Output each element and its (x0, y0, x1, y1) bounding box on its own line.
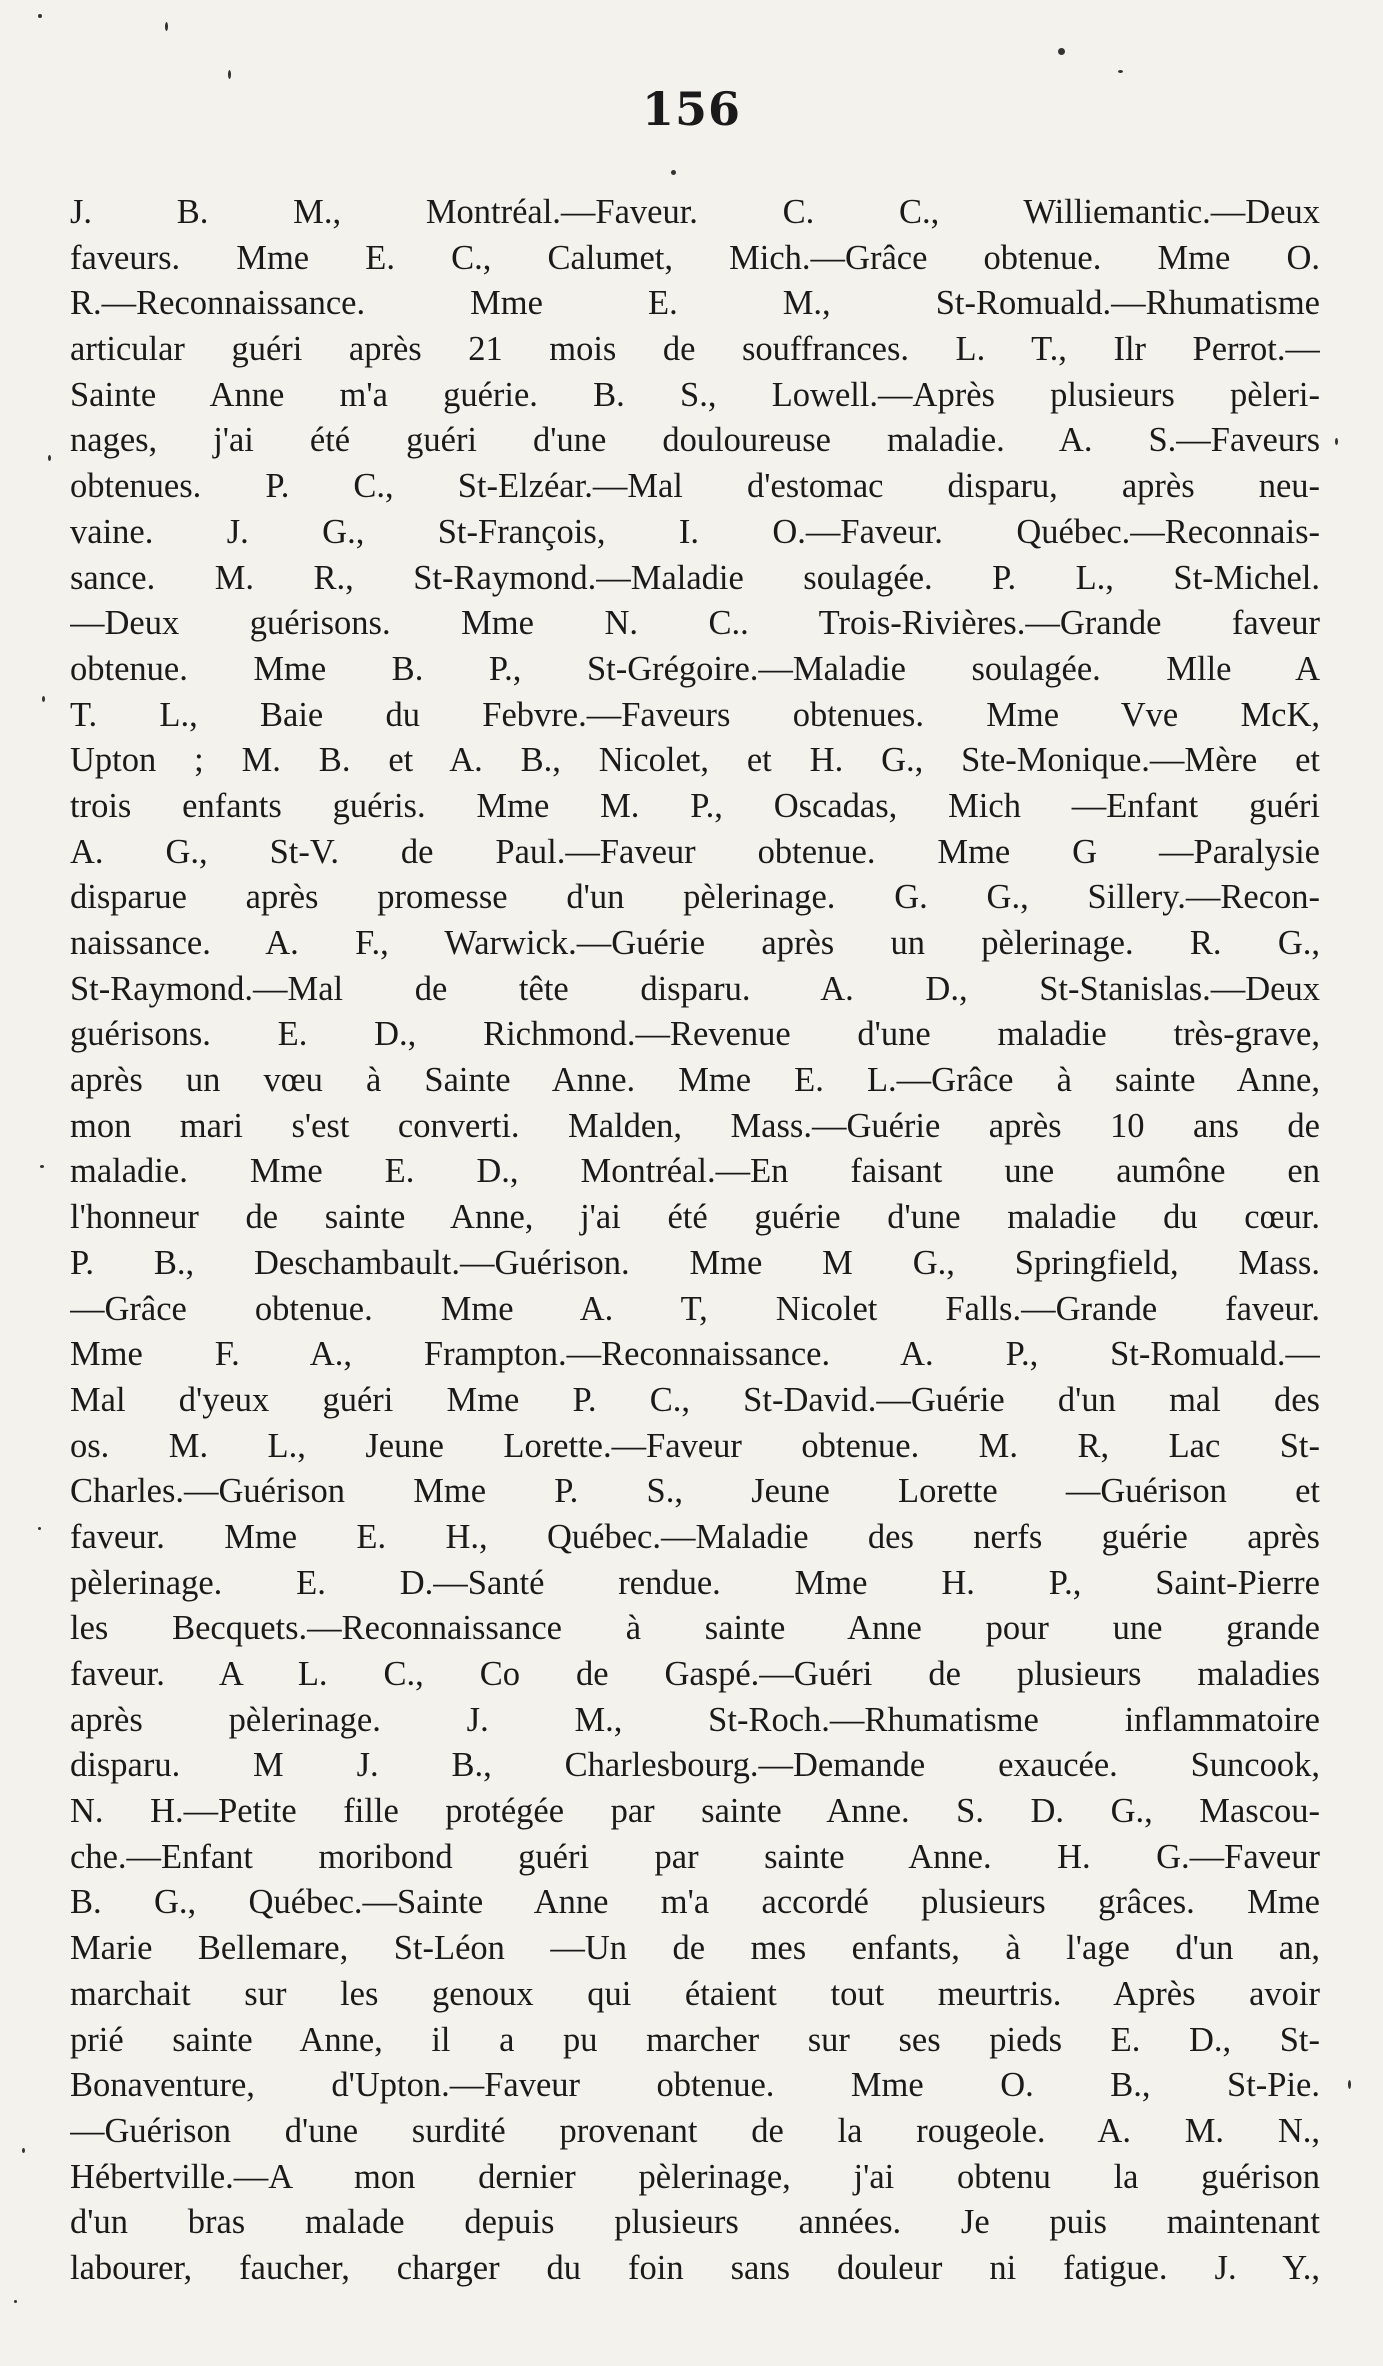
text-line: marchait sur les genoux qui étaient tout meurtris. Après avoir (70, 1974, 1320, 2013)
text-line: A. G., St-V. de Paul.—Faveur obtenue. Mme G —Paralysie (70, 832, 1320, 871)
text-line: faveur. A L. C., Co de Gaspé.—Guéri de plusieurs maladies (70, 1655, 1320, 1693)
text-line: l'honneur de sainte Anne, j'ai été guérie d'une maladie du cœur. (70, 1198, 1320, 1237)
text-line: Mal d'yeux guéri Mme P. C., St-David.—Guérie d'un mal des (70, 1380, 1320, 1419)
text-line: faveurs. Mme E. C., Calumet, Mich.—Grâce obtenue. Mme O. (70, 238, 1320, 277)
scan-speck (228, 70, 231, 79)
text-line: —Deux guérisons. Mme N. C.. Trois-Rivières.—Grande faveur (70, 604, 1320, 643)
text-line: —Guérison d'une surdité provenant de la rougeole. A. M. N., (70, 2111, 1320, 2150)
scan-speck (42, 696, 45, 702)
text-line: obtenue. Mme B. P., St-Grégoire.—Maladie soulagée. Mlle A (70, 649, 1320, 688)
text-line: disparue après promesse d'un pèlerinage. G. G., Sillery.—Recon- (70, 878, 1320, 917)
text-line: mon mari s'est converti. Malden, Mass.—Guérie après 10 ans de (70, 1106, 1320, 1145)
text-line: faveur. Mme E. H., Québec.—Maladie des nerfs guérie après (70, 1517, 1320, 1556)
text-line: R.—Reconnaissance. Mme E. M., St-Romuald.—Rhumatisme (70, 284, 1320, 323)
scan-speck (38, 14, 42, 18)
text-line: Charles.—Guérison Mme P. S., Jeune Lorette —Guérison et (70, 1472, 1320, 1511)
text-line: d'un bras malade depuis plusieurs années. Je puis maintenant (70, 2203, 1320, 2242)
page-number: 156 (641, 82, 742, 136)
scan-speck (40, 1165, 44, 1168)
text-line: sance. M. R., St-Raymond.—Maladie soulagée. P. L., St-Michel. (70, 558, 1320, 597)
scan-speck (48, 455, 51, 461)
scan-speck (1335, 438, 1338, 445)
text-line: prié sainte Anne, il a pu marcher sur ses pieds E. D., St- (70, 2020, 1320, 2059)
text-line: Mme F. A., Frampton.—Reconnaissance. A. P., St-Romuald.— (70, 1335, 1320, 1374)
text-line: les Becquets.—Reconnaissance à sainte Anne pour une grande (70, 1609, 1320, 1648)
text-line: articular guéri après 21 mois de souffrances. L. T., Ilr Perrot.— (70, 330, 1320, 369)
text-line: N. H.—Petite fille protégée par sainte Anne. S. D. G., Mascou- (70, 1792, 1320, 1831)
text-line: —Grâce obtenue. Mme A. T, Nicolet Falls.—Grande faveur. (70, 1289, 1320, 1328)
text-line: vaine. J. G., St-François, I. O.—Faveur. Québec.—Reconnais- (70, 512, 1320, 551)
scan-speck (165, 22, 168, 31)
text-line: nages, j'ai été guéri d'une douloureuse maladie. A. S.—Faveurs (70, 421, 1320, 460)
text-line: guérisons. E. D., Richmond.—Revenue d'une maladie très-grave, (70, 1015, 1320, 1054)
body-text (70, 190, 1320, 2292)
scan-speck (14, 2300, 17, 2303)
text-line: disparu. M J. B., Charlesbourg.—Demande exaucée. Suncook, (70, 1746, 1320, 1785)
text-line: P. B., Deschambault.—Guérison. Mme M G., Springfield, Mass. (70, 1243, 1320, 1282)
scan-speck (22, 2148, 25, 2153)
scan-speck (671, 170, 676, 175)
text-line: T. L., Baie du Febvre.—Faveurs obtenues. Mme Vve McK, (70, 695, 1320, 734)
text-line: Marie Bellemare, St-Léon —Un de mes enfants, à l'age d'un an, (70, 1929, 1320, 1968)
text-line: trois enfants guéris. Mme M. P., Oscadas, Mich —Enfant guéri (70, 786, 1320, 825)
text-line: os. M. L., Jeune Lorette.—Faveur obtenue. M. R, Lac St- (70, 1426, 1320, 1465)
text-line: J. B. M., Montréal.—Faveur. C. C., Williemantic.—Deux (70, 193, 1320, 231)
text-line: après un vœu à Sainte Anne. Mme E. L.—Grâce à sainte Anne, (70, 1061, 1320, 1100)
text-line: après pèlerinage. J. M., St-Roch.—Rhumatisme inflammatoire (70, 1700, 1320, 1739)
scan-speck (1348, 2080, 1351, 2089)
text-line: che.—Enfant moribond guéri par sainte Anne. H. G.—Faveur (70, 1837, 1320, 1876)
text-line: naissance. A. F., Warwick.—Guérie après un pèlerinage. R. G., (70, 924, 1320, 962)
text-line: Sainte Anne m'a guérie. B. S., Lowell.—Après plusieurs pèleri- (70, 375, 1320, 414)
text-line: obtenues. P. C., St-Elzéar.—Mal d'estomac disparu, après neu- (70, 467, 1320, 506)
scan-speck (1118, 70, 1123, 73)
text-line: maladie. Mme E. D., Montréal.—En faisant une aumône en (70, 1152, 1320, 1191)
text-line: Bonaventure, d'Upton.—Faveur obtenue. Mme O. B., St-Pie. (70, 2066, 1320, 2105)
text-line: St-Raymond.—Mal de tête disparu. A. D., St-Stanislas.—Deux (70, 969, 1320, 1008)
text-line: Hébertville.—A mon dernier pèlerinage, j'ai obtenu la guérison (70, 2157, 1320, 2196)
text-line: B. G., Québec.—Sainte Anne m'a accordé plusieurs grâces. Mme (70, 1883, 1320, 1922)
scan-speck (38, 1527, 41, 1530)
text-line: Upton ; M. B. et A. B., Nicolet, et H. G., Ste-Monique.—Mère et (70, 741, 1320, 780)
text-line: pèlerinage. E. D.—Santé rendue. Mme H. P., Saint-Pierre (70, 1563, 1320, 1602)
text-line: labourer, faucher, charger du foin sans douleur ni fatigue. J. Y., (70, 2248, 1320, 2287)
scan-speck (1058, 48, 1065, 55)
